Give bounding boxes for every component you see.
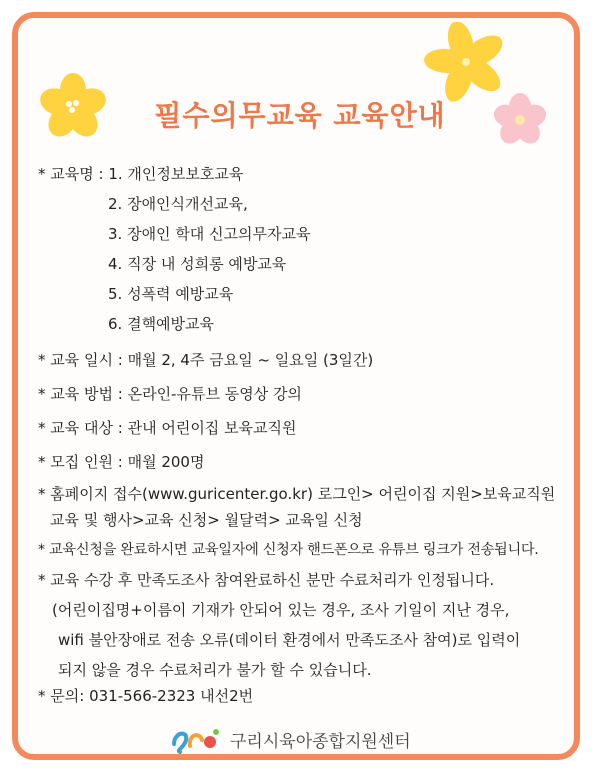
survey-line-2: (어린이집명+이름이 기재가 안되어 있는 경우, 조사 기일이 지난 경우, <box>52 601 510 619</box>
survey-line-1: * 교육 수강 후 만족도조사 참여완료하신 분만 수료처리가 인정됩니다. <box>38 571 495 589</box>
footer-logo <box>170 724 411 754</box>
guri-childcare-center-logo-icon <box>170 724 222 754</box>
course-item-1: 1. 개인정보보호교육 <box>108 165 244 183</box>
target-line: * 교육 대상 : 관내 어린이집 보육교직원 <box>38 419 297 437</box>
course-item-6: 6. 결핵예방교육 <box>108 315 215 333</box>
schedule-line: * 교육 일시 : 매월 2, 4주 금요일 ~ 일요일 (3일간) <box>38 351 374 369</box>
course-item-5: 5. 성폭력 예방교육 <box>108 285 234 303</box>
course-item-2: 2. 장애인식개선교육, <box>108 195 248 213</box>
recruit-line: * 모집 인원 : 매월 200명 <box>38 453 205 471</box>
method-line: * 교육 방법 : 온라인-유튜브 동영상 강의 <box>38 385 302 403</box>
course-label <box>38 164 243 184</box>
page-title: 필수의무교육 교육안내 <box>154 99 446 132</box>
course-item-3: 3. 장애인 학대 신고의무자교육 <box>108 225 311 243</box>
apply-line-2: 교육 및 행사>교육 신청> 월달력> 교육일 신청 <box>50 511 363 529</box>
survey-line-3: wifi 불안장애로 전송 오류(데이터 환경에서 만족도조사 참여)로 입력이 <box>58 631 521 649</box>
notice-line: * 교육신청을 완료하시면 교육일자에 신청자 핸드폰으로 유튜브 링크가 전송됩니다. <box>38 542 539 558</box>
contact-line: * 문의: 031-566-2323 내선2번 <box>38 687 254 705</box>
course-label-text: * 교육명 : <box>38 165 109 183</box>
apply-line-1: * 홈페이지 접수(www.guricenter.go.kr) 로그인> 어린이집 지원>보육교직원 <box>38 485 556 503</box>
course-item-4: 4. 직장 내 성희롱 예방교육 <box>108 255 287 273</box>
survey-line-4: 되지 않을 경우 수료처리가 불가 할 수 있습니다. <box>58 661 372 679</box>
org-name: 구리시육아종합지원센터 <box>230 731 411 752</box>
